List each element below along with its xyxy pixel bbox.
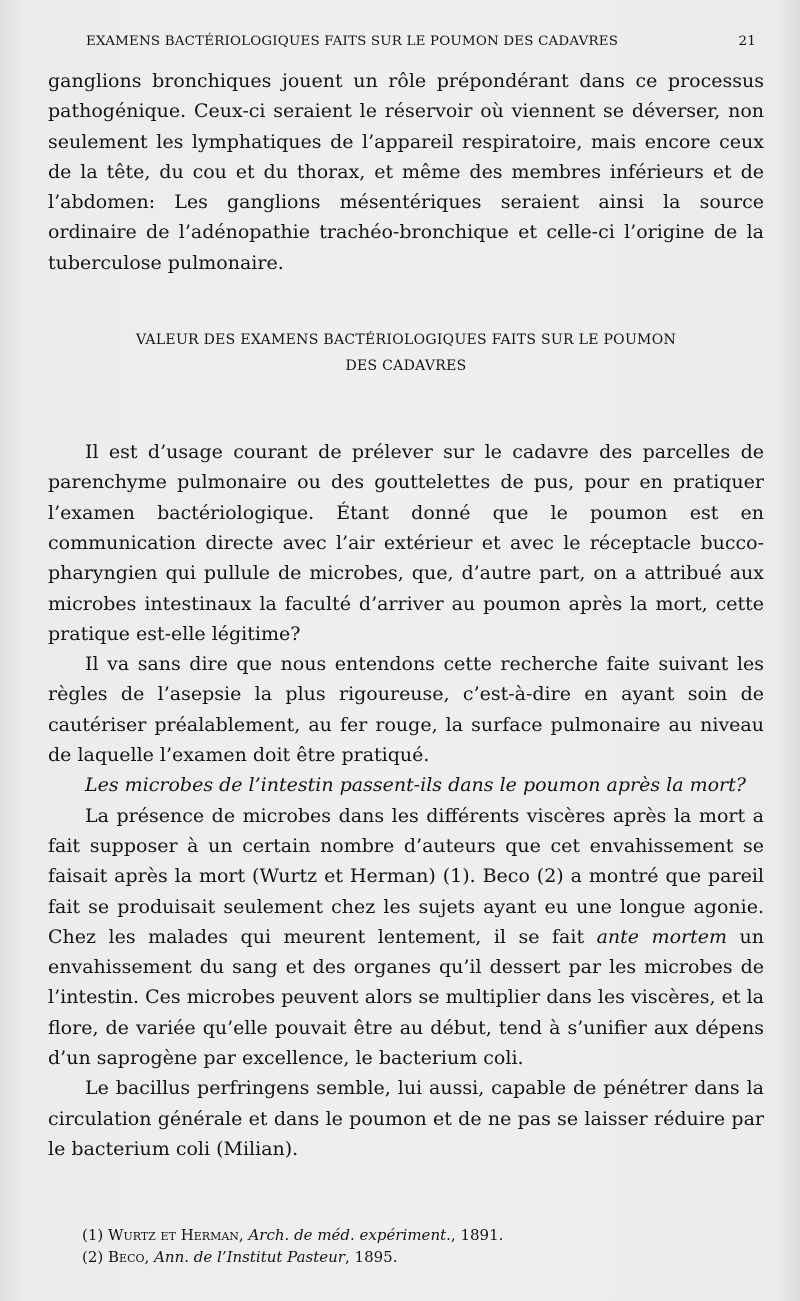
page-number: 21 <box>738 34 756 49</box>
footnote-2 <box>82 1246 762 1268</box>
paragraph-2: Il va sans dire que nous entendons cette recherche faite suivant les règles de l’asepsie la plus rigoureuse, c’est-à-dire en ayant soin de cautériser préalablement, au fer rouge, la surface pulmonaire au niveau de laquelle l’examen doit être pratiqué. <box>48 653 764 767</box>
paragraph-3-part-b: un envahissement du sang et des organes qu’il dessert par les microbes de l’intestin. Ces microbes peuvent alors se multiplier dans les viscères, et la flore, de variée qu’elle pouvait être au début, tend à s’unifier aux dépens d’un saprogène par excellence, le bacterium coli. <box>48 925 764 1070</box>
section-title-line-1: VALEUR DES EXAMENS BACTÉRIOLOGIQUES FAITS SUR LE POUMON <box>135 332 677 349</box>
section-title <box>48 327 764 379</box>
footnote-2-sep: , <box>144 1248 155 1266</box>
intro-paragraph: ganglions bronchiques jouent un rôle prépondérant dans ce processus pathogénique. Ceux-ci seraient le réservoir où viennent se déverser, non seulement les lymphatiques de l’appareil respiratoire, mais encore ceux de la tête, du cou et du thorax, et même des membres inférieurs et de l’abdomen: Les ganglions mésentériques seraient ainsi la source ordinaire de l’adénopathie trachéo-bronchique et celle-ci l’origine de la tuberculose pulmonaire. <box>48 70 764 274</box>
footnote-1 <box>82 1224 762 1246</box>
paragraph-3 <box>48 801 764 1074</box>
section-title-line-2: DES CADAVRES <box>345 358 467 375</box>
paragraph-3-part-a: La présence de microbes dans les différents viscères après la mort a fait supposer à un certain nombre d’auteurs que cet envahissement se faisait après la mort (Wurtz et Herman) (1). Beco (2) a montré que pareil fait se produisait seulement chez les sujets ayant eu une longue agonie. Chez les malades qui meurent lentement, il se fait <box>48 804 764 948</box>
footnote-2-journal: Ann. de l’Institut Pasteur <box>154 1248 345 1266</box>
running-head <box>86 34 756 49</box>
paragraph-3-emphasis: ante mortem <box>596 925 727 948</box>
body-text <box>48 66 764 1164</box>
footnote-1-sep: , <box>238 1226 249 1244</box>
paragraph-1: Il est d’usage courant de prélever sur le cadavre des parcelles de parenchyme pulmonaire ou des gouttelettes de pus, pour en pratiquer l’examen bactériologique. Étant donné que le poumon est en communication directe avec l’air extérieur et avec le réceptacle bucco-pharyngien qui pullule de microbes, que, d’autre part, on a attribué aux microbes intestinaux la faculté d’arriver au poumon après la mort, cette pratique est-elle légitime? <box>48 441 764 645</box>
footnote-2-author: Beco <box>108 1248 145 1266</box>
footnotes <box>82 1224 762 1268</box>
footnote-2-number: (2) <box>82 1248 104 1266</box>
footnote-2-year: , 1895. <box>344 1248 398 1266</box>
footnote-1-year: , 1891. <box>450 1226 504 1244</box>
question-heading: Les microbes de l’intestin passent-ils dans le poumon après la mort? <box>85 774 746 797</box>
footnote-1-number: (1) <box>82 1226 104 1244</box>
running-head-title: EXAMENS BACTÉRIOLOGIQUES FAITS SUR LE POUMON DES CADAVRES <box>86 34 619 49</box>
footnote-1-author: Wurtz et Herman <box>108 1226 239 1244</box>
footnote-1-journal: Arch. de méd. expériment. <box>248 1226 451 1244</box>
paragraph-4: Le bacillus perfringens semble, lui aussi, capable de pénétrer dans la circulation générale et dans le poumon et de ne pas se laisser réduire par le bacterium coli (Milian). <box>48 1077 764 1160</box>
